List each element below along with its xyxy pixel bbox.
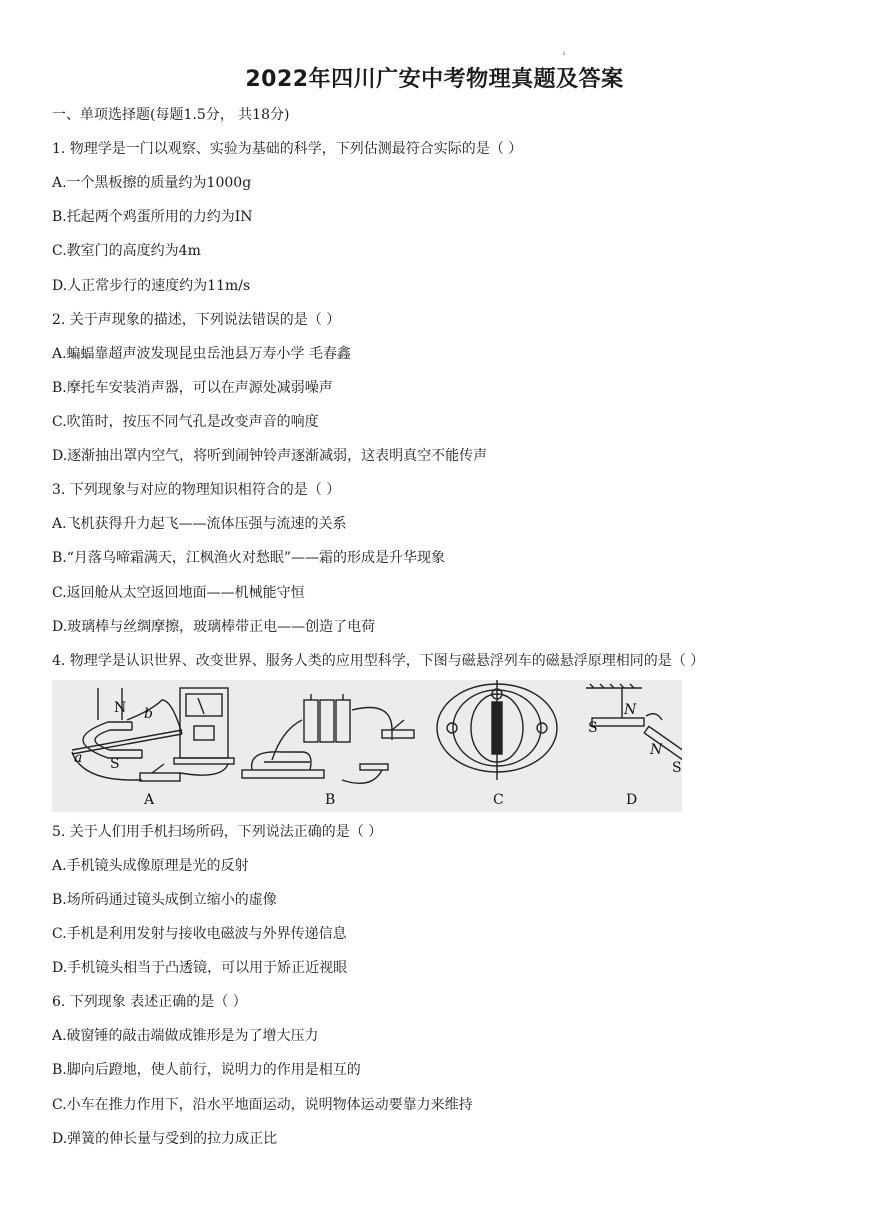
question-3-stem: 3. 下列现象与对应的物理知识相符合的是（ ） <box>52 482 341 498</box>
panel-a-diagram <box>72 688 234 781</box>
panel-d-diagram <box>586 684 682 762</box>
panel-a-wire-b-label: b <box>144 706 153 722</box>
question-5-option-a: A.手机镜头成像原理是光的反射 <box>52 858 249 874</box>
panel-a-wire-a-label: a <box>74 750 83 766</box>
question-4-figure <box>52 680 682 812</box>
question-1-option-a: A.一个黑板擦的质量约为1000g <box>52 175 252 191</box>
question-6-option-a: A.破窗锤的敲击端做成锥形是为了增大压力 <box>52 1028 319 1044</box>
question-2-option-a: A.蝙蝠靠超声波发现昆虫岳池县万寿小学 毛春鑫 <box>52 346 352 362</box>
question-3-option-b: B.“月落乌啼霜满天，江枫渔火对愁眠”——霜的形成是升华现象 <box>52 550 446 566</box>
page-title: 2022年四川广安中考物理真题及答案 <box>245 67 624 92</box>
question-6-option-c: C.小车在推力作用下，沿水平地面运动，说明物体运动要靠力来维持 <box>52 1097 473 1113</box>
panel-a-label: A <box>144 792 155 808</box>
panel-a-north-label: N <box>114 700 127 716</box>
question-1-option-b: B.托起两个鸡蛋所用的力约为IN <box>52 209 253 225</box>
question-1-option-c: C.教室门的高度约为4m <box>52 243 201 259</box>
question-6-option-b: B.脚向后蹬地，使人前行，说明力的作用是相互的 <box>52 1062 361 1078</box>
question-4-stem: 4. 物理学是认识世界、改变世界、服务人类的应用型科学，下图与磁悬浮列车的磁悬浮原理相同的是（ ） <box>52 653 705 669</box>
question-5-option-c: C.手机是利用发射与接收电磁波与外界传递信息 <box>52 926 347 942</box>
panel-d-label: D <box>626 792 638 808</box>
question-2-option-c: C.吹笛时，按压不同气孔是改变声音的响度 <box>52 414 319 430</box>
panel-c-label: C <box>493 792 504 808</box>
panel-d-south-label: S <box>588 720 598 736</box>
question-3-option-d: D.玻璃棒与丝绸摩擦，玻璃棒带正电——创造了电荷 <box>52 619 376 635</box>
question-2-option-d: D.逐渐抽出罩内空气，将听到闹钟铃声逐渐减弱，这表明真空不能传声 <box>52 448 488 464</box>
panel-b-diagram <box>242 694 414 783</box>
question-5-option-d: D.手机镜头相当于凸透镜，可以用于矫正近视眼 <box>52 960 348 976</box>
section-heading: 一、单项选择题(每题1.5分， 共18分) <box>52 107 290 123</box>
panel-b-label: B <box>325 792 336 808</box>
question-6-option-d: D.弹簧的伸长量与受到的拉力成正比 <box>52 1131 278 1147</box>
question-3-option-c: C.返回舱从太空返回地面——机械能守恒 <box>52 585 305 601</box>
panel-d-north-label: N <box>624 702 637 718</box>
panel-a-south-label: S <box>110 756 120 772</box>
question-2-stem: 2. 关于声现象的描述，下列说法错误的是（ ） <box>52 312 341 328</box>
question-1-option-d: D.人正常步行的速度约为11m/s <box>52 278 251 294</box>
panel-c-diagram <box>437 680 557 780</box>
panel-d-south-label-2: S <box>672 760 682 776</box>
question-2-option-b: B.摩托车安装消声器，可以在声源处减弱噪声 <box>52 380 333 396</box>
question-1-stem: 1. 物理学是一门以观察、实验为基础的科学，下列估测最符合实际的是（ ） <box>52 141 523 157</box>
panel-d-north-label-2: N <box>650 742 663 758</box>
question-5-stem: 5. 关于人们用手机扫场所码，下列说法正确的是（ ） <box>52 824 383 840</box>
question-3-option-a: A.飞机获得升力起飞——流体压强与流速的关系 <box>52 516 347 532</box>
scan-mark: ı <box>563 50 565 57</box>
question-6-stem: 6. 下列现象 表述正确的是（ ） <box>52 994 247 1010</box>
question-5-option-b: B.场所码通过镜头成倒立缩小的虚像 <box>52 892 277 908</box>
